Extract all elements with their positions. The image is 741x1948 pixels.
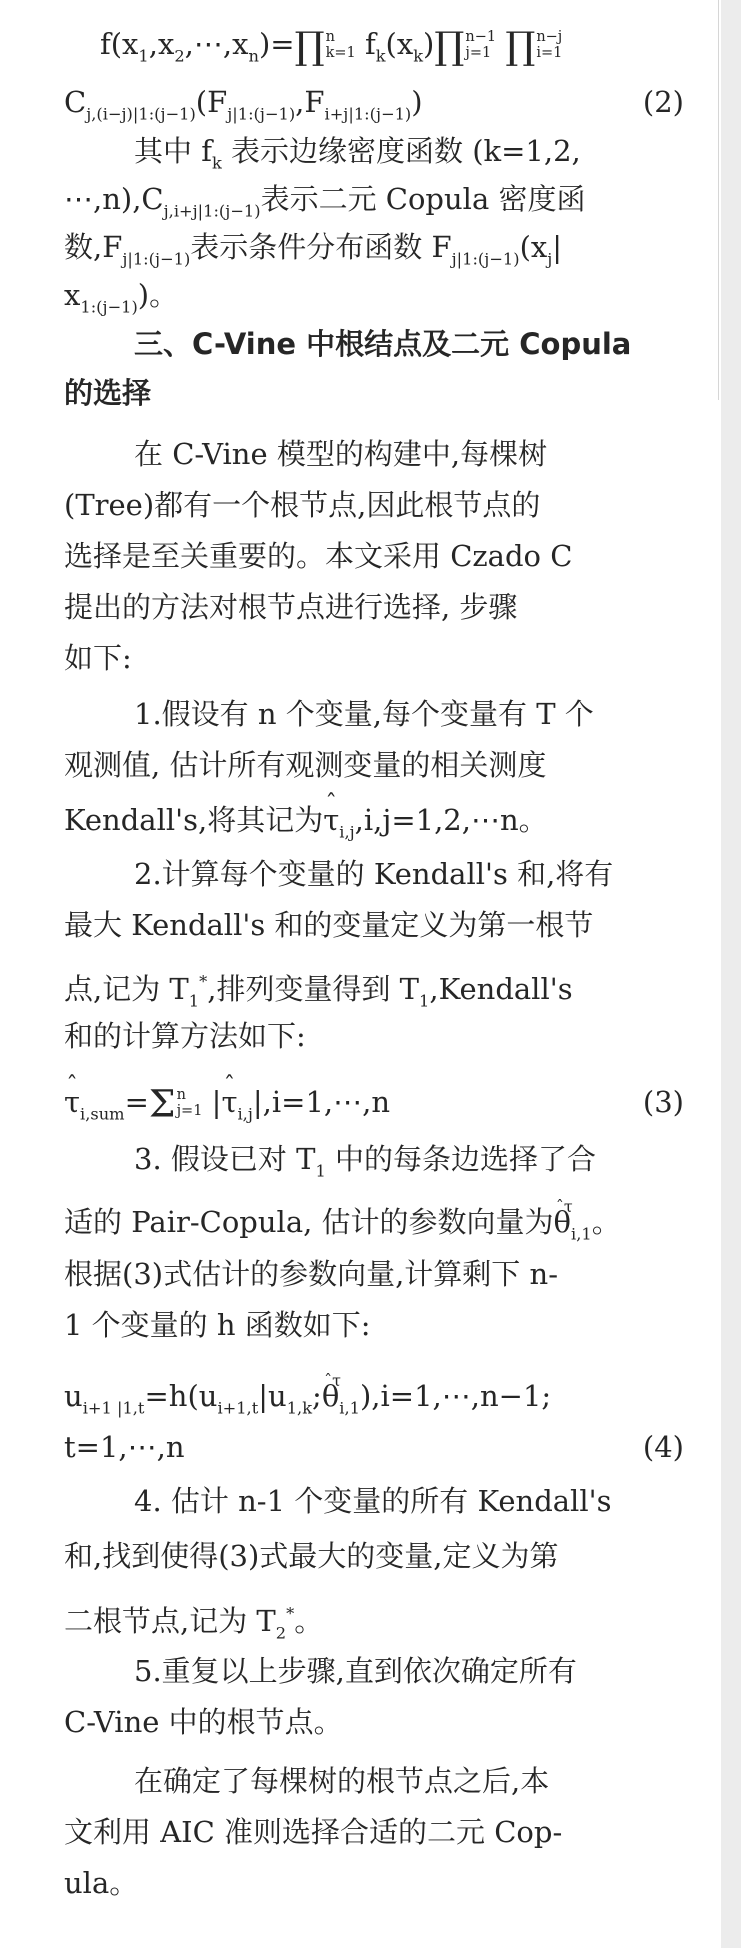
equation-number-2: (2) <box>642 85 684 119</box>
para1-line-1: 其中 $f_k$ 表示边缘密度函数 (k=1,2, <box>134 134 581 173</box>
para1-line-4: $x_{1:(j-1)}$)。 <box>64 278 179 317</box>
equation-number-4: (4) <box>642 1430 684 1464</box>
para2-line-1: 在 C-Vine 模型的构建中,每棵树 <box>134 437 548 471</box>
step2-line-4: 和的计算方法如下: <box>64 1019 306 1053</box>
step5-line-1: 5.重复以上步骤,直到依次确定所有 <box>134 1654 577 1688</box>
para3-line-2: 文利用 AIC 准则选择合适的二元 Cop- <box>64 1815 563 1849</box>
formula-2-line-2: $C_{j,(i-j)|1:(j-1)}(F_{j|1:(j-1)},F_{i+j|1:(j-1)})$ (2) <box>64 78 684 138</box>
step4-line-3: 二根节点,记为 $T_2^*$。 <box>64 1604 324 1643</box>
step5-line-2: C-Vine 中的根节点。 <box>64 1705 343 1739</box>
step1-line-1: 1.假设有 n 个变量,每个变量有 T 个 <box>134 697 594 731</box>
para3-line-1: 在确定了每棵树的根节点之后,本 <box>134 1764 550 1798</box>
para2-line-4: 提出的方法对根节点进行选择, 步骤 <box>64 590 518 624</box>
section-heading-line-1: 三、C-Vine 中根结点及二元 Copula <box>134 327 632 361</box>
section-heading-line-2: 的选择 <box>64 376 152 410</box>
formula-3: ˆ $\tau_{i,sum}=\Sigma$ n j=1 |ˆ $\tau_{i,j}|,i=1,\cdots,n$ (3) <box>64 1078 684 1138</box>
equation-number-3: (3) <box>642 1085 684 1119</box>
formula-2-line-1: $f(x_1,x_2,\cdots,x_n)=\prod$ n k=1 $f_k(x_k)\prod$ n−1 j=1 ∏ n−j i=1 <box>100 23 563 68</box>
para1-line-3: 数$,F_{j|1:(j-1)}$表示条件分布函数 $F_{j|1:(j-1)}(x_j|$ <box>64 230 563 269</box>
step3-line-3: 根据(3)式估计的参数向量,计算剩下 n- <box>64 1257 558 1291</box>
step4-line-1: 4. 估计 n-1 个变量的所有 Kendall's <box>134 1484 612 1518</box>
step1-line-2: 观测值, 估计所有观测变量的相关测度 <box>64 748 547 782</box>
step2-line-2: 最大 Kendall's 和的变量定义为第一根节 <box>64 908 594 942</box>
formula-4-line-1: $u_{i+1 |1,t}=h(u_{i+1,t}|u_{1,k};ˆ\tau$ $\theta_{i,1}),i=1,\cdots,n-1$; <box>64 1372 684 1432</box>
step4-line-2: 和,找到使得(3)式最大的变量,定义为第 <box>64 1539 559 1573</box>
step3-line-4: 1 个变量的 h 函数如下: <box>64 1308 371 1342</box>
page-edge-line <box>718 0 719 400</box>
para2-line-3: 选择是至关重要的。本文采用 Czado C <box>64 539 573 573</box>
formula-4-line-2-text: t=1,⋯,n <box>64 1430 185 1464</box>
step1-line-3: Kendall's,将其记为ˆ $\tau_{i,j},i,j=1,2,\cdots n$。 <box>64 796 684 856</box>
para1-line-2: $\cdots,n),C_{j,i+j|1:(j-1)}$表示二元 Copula 密度函 <box>64 182 586 221</box>
step2-line-1: 2.计算每个变量的 Kendall's 和,将有 <box>134 857 614 891</box>
step3-line-1: 3. 假设已对 $T_1$ 中的每条边选择了合 <box>134 1142 597 1181</box>
step3-line-2: 适的 Pair-Copula, 估计的参数向量为ˆτ $\theta_{i,1}$。 <box>64 1198 684 1258</box>
para2-line-2: (Tree)都有一个根节点,因此根节点的 <box>64 488 541 522</box>
formula-4-line-2 <box>64 1423 684 1471</box>
step2-line-3: 点,记为 $T_1^*$,排列变量得到 $T_1,Kendall's$ <box>64 972 573 1011</box>
page-edge-shadow <box>721 0 741 1948</box>
para2-line-5: 如下: <box>64 641 132 675</box>
para3-line-3: ula。 <box>64 1866 139 1900</box>
